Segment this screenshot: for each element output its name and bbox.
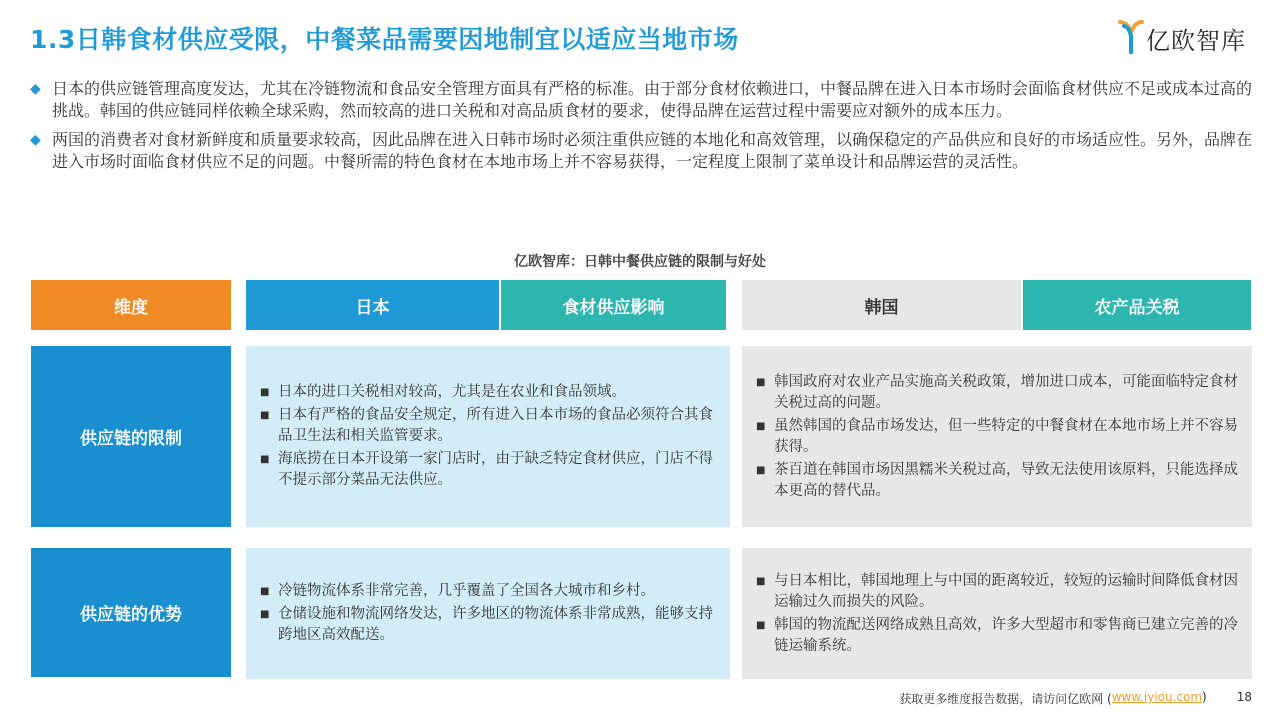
square-bullet-icon: ■ [260,454,270,465]
header-korea: 韩国 [742,280,1021,330]
square-bullet-icon: ■ [756,420,766,432]
square-bullet-icon: ■ [756,464,766,476]
list-item: ■ 日本有严格的食品安全规定，所有进入日本市场的食品必须符合其食品卫生法和相关监管要求。 [260,405,716,447]
square-bullet-icon: ■ [756,575,766,587]
bullet-text: 日本的供应链管理高度发达，尤其在冷链物流和食品安全管理方面具有严格的标准。由于部分食材依赖进口，中餐品牌在进入日本市场时会面临食材供应不足或成本过高的挑战。韩国的供应链同样依赖全球采购，然而较高的进口关税和对高品质食材的要求，使得品牌在运营过程中需要应对额外的成本压力。 [52,79,1253,120]
korea-limitations-cell [742,346,1252,527]
square-bullet-icon: ■ [260,410,270,421]
square-bullet-icon: ■ [260,586,270,597]
header-korea-sub: 农产品关税 [1023,280,1251,330]
square-bullet-icon: ■ [756,376,766,388]
footer-website-link[interactable]: www.iyiou.com [1111,690,1203,704]
header-japan-sub: 食材供应影响 [501,280,726,330]
page-title: 1.3日韩食材供应受限，中餐菜品需要因地制宜以适应当地市场 [30,25,739,54]
list-item: ■ 日本的进口关税相对较高，尤其是在农业和食品领域。 [260,382,716,403]
page-number: 18 [1236,690,1252,704]
diamond-bullet-icon: ◆ [30,132,41,148]
square-bullet-icon: ■ [756,619,766,631]
japan-advantages-cell [246,548,730,679]
list-item: ■ 茶百道在韩国市场因黑糯米关税过高，导致无法使用该原料，只能选择成本更高的替代品。 [756,460,1238,502]
row-label-advantages: 供应链的优势 [31,548,231,677]
intro-bullets [30,78,1252,180]
table-title: 亿欧智库：日韩中餐供应链的限制与好处 [514,254,766,270]
diamond-bullet-icon: ◆ [30,81,41,97]
logo-text: 亿欧智库 [1146,26,1246,55]
footer [899,690,1252,707]
row-label-limitations: 供应链的限制 [31,346,231,527]
square-bullet-icon: ■ [260,387,270,398]
brand-logo [1118,18,1246,58]
list-item: ■ 海底捞在日本开设第一家门店时，由于缺乏特定食材供应，门店不得不提示部分菜品无法供应。 [260,449,716,491]
korea-advantages-cell [742,548,1252,679]
bullet-text: 两国的消费者对食材新鲜度和质量要求较高，因此品牌在进入日韩市场时必须注重供应链的本地化和高效管理，以确保稳定的产品供应和良好的市场适应性。另外，品牌在进入市场时面临食材供应不足的问题。中餐所需的特色食材在本地市场上并不容易获得，一定程度上限制了菜单设计和品牌运营的灵活性。 [52,130,1253,171]
header-dimension: 维度 [31,280,231,330]
list-item: ■ 虽然韩国的食品市场发达，但一些特定的中餐食材在本地市场上并不容易获得。 [756,416,1238,458]
list-item: ■ 与日本相比，韩国地理上与中国的距离较近，较短的运输时间降低食材因运输过久而损失的风险。 [756,571,1238,613]
japan-limitations-cell [246,346,730,527]
footer-close-paren: ) [1202,690,1207,704]
header-japan: 日本 [246,280,499,330]
list-item: ■ 韩国的物流配送网络成熟且高效，许多大型超市和零售商已建立完善的冷链运输系统。 [756,615,1238,657]
footer-text: 获取更多维度报告数据，请访问亿欧网 ( [899,692,1112,706]
square-bullet-icon: ■ [260,609,270,620]
list-item: ■ 仓储设施和物流网络发达，许多地区的物流体系非常成熟，能够支持跨地区高效配送。 [260,604,716,646]
list-item: ■ 韩国政府对农业产品实施高关税政策，增加进口成本，可能面临特定食材关税过高的问题。 [756,372,1238,414]
intro-bullet [30,78,1252,122]
iyiou-logo-icon [1118,18,1144,58]
intro-bullet [30,129,1252,173]
list-item: ■ 冷链物流体系非常完善，几乎覆盖了全国各大城市和乡村。 [260,581,716,602]
